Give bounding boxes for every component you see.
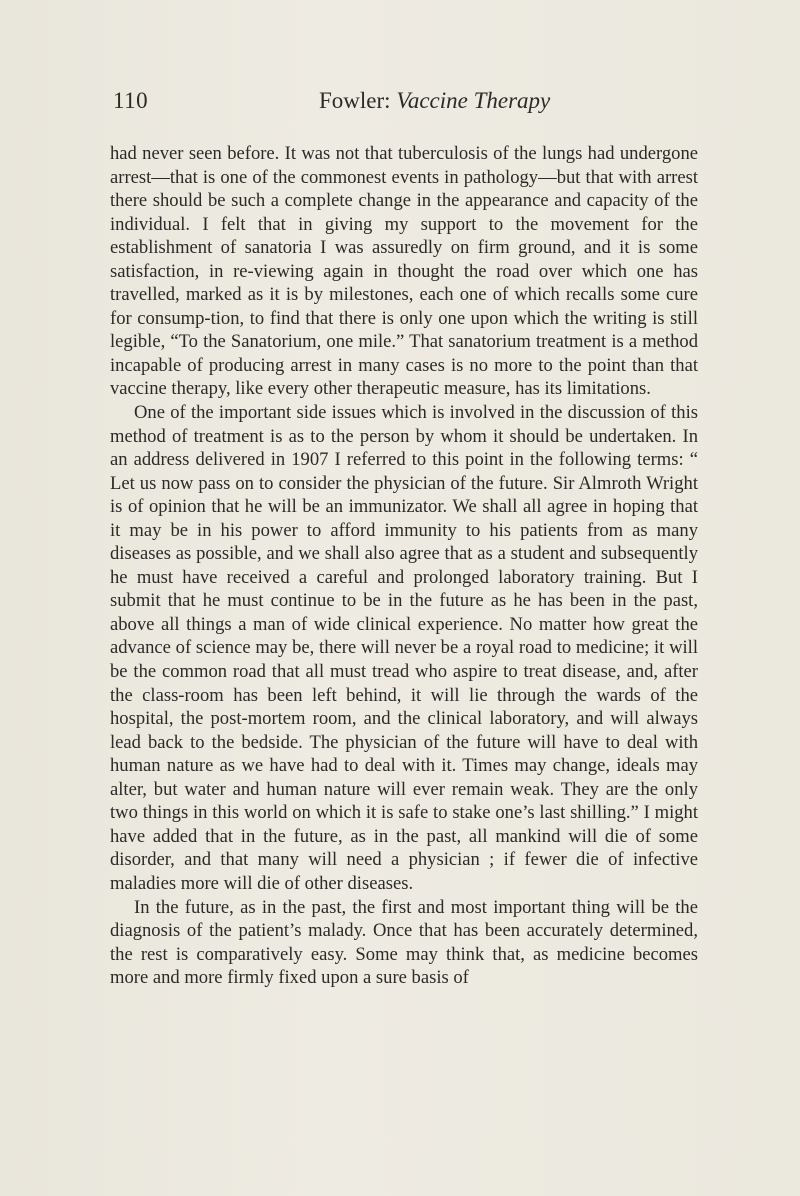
page-number: 110 (113, 88, 149, 113)
body-text (110, 142, 698, 990)
running-head (319, 88, 550, 114)
paragraph: In the future, as in the past, the first and most important thing will be the diagnosis of the patient’s malady. Once that has been accurately determined, the rest is comparatively easy. Some may think that, as medicine becomes more and more firmly fixed upon a sure basis of (110, 896, 698, 989)
page-header (113, 88, 693, 118)
running-head-title: Vaccine Therapy (396, 88, 551, 113)
paragraph: had never seen before. It was not that tuberculosis of the lungs had undergone arrest—that is one of the commonest events in pathology—but that with arrest there should be such a complete change in the appearance and capacity of the individual. I felt that in giving my support to the movement for the establishment of sanatoria I was assuredly on firm ground, and it is some satisfaction, in re-viewing again in thought the road over which one has travelled, marked as it is by milestones, each one of which recalls some cure for consump-tion, to find that there is only one upon which the writing is still legible, “To the Sanatorium, one mile.” That sanatorium treatment is a method incapable of producing arrest in many cases is no more to the point than that vaccine therapy, like every other therapeutic measure, has its limitations. (110, 143, 698, 400)
paragraph: One of the important side issues which is involved in the discussion of this method of treatment is as to the person by whom it should be undertaken. In an address delivered in 1907 I referred to this point in the following terms: “ Let us now pass on to consider the physician of the future. Sir Almroth Wright is of opinion that he will be an immunizator. We shall all agree in hoping that it may be in his power to afford immunity to his patients from as many diseases as possible, and we shall also agree that as a student and subsequently he must have received a careful and prolonged laboratory training. But I submit that he must continue to be in the future as he has been in the past, above all things a man of wide clinical experience. No matter how great the advance of science may be, there will never be a royal road to medicine; it will be the common road that all must tread who aspire to treat disease, and, after the class-room has been left behind, it will lie through the wards of the hospital, the post-mortem room, and the clinical laboratory, and will always lead back to the bedside. The physician of the future will have to deal with human nature as we have had to deal with it. Times may change, ideals may alter, but water and human nature will ever remain weak. They are the only two things in this world on which it is safe to stake one’s last shilling.” I might have added that in the future, as in the past, all mankind will die of some disorder, and that many will need a physician ; if fewer die of infective maladies more will die of other diseases. (110, 402, 698, 894)
running-head-author: Fowler: (319, 88, 391, 113)
